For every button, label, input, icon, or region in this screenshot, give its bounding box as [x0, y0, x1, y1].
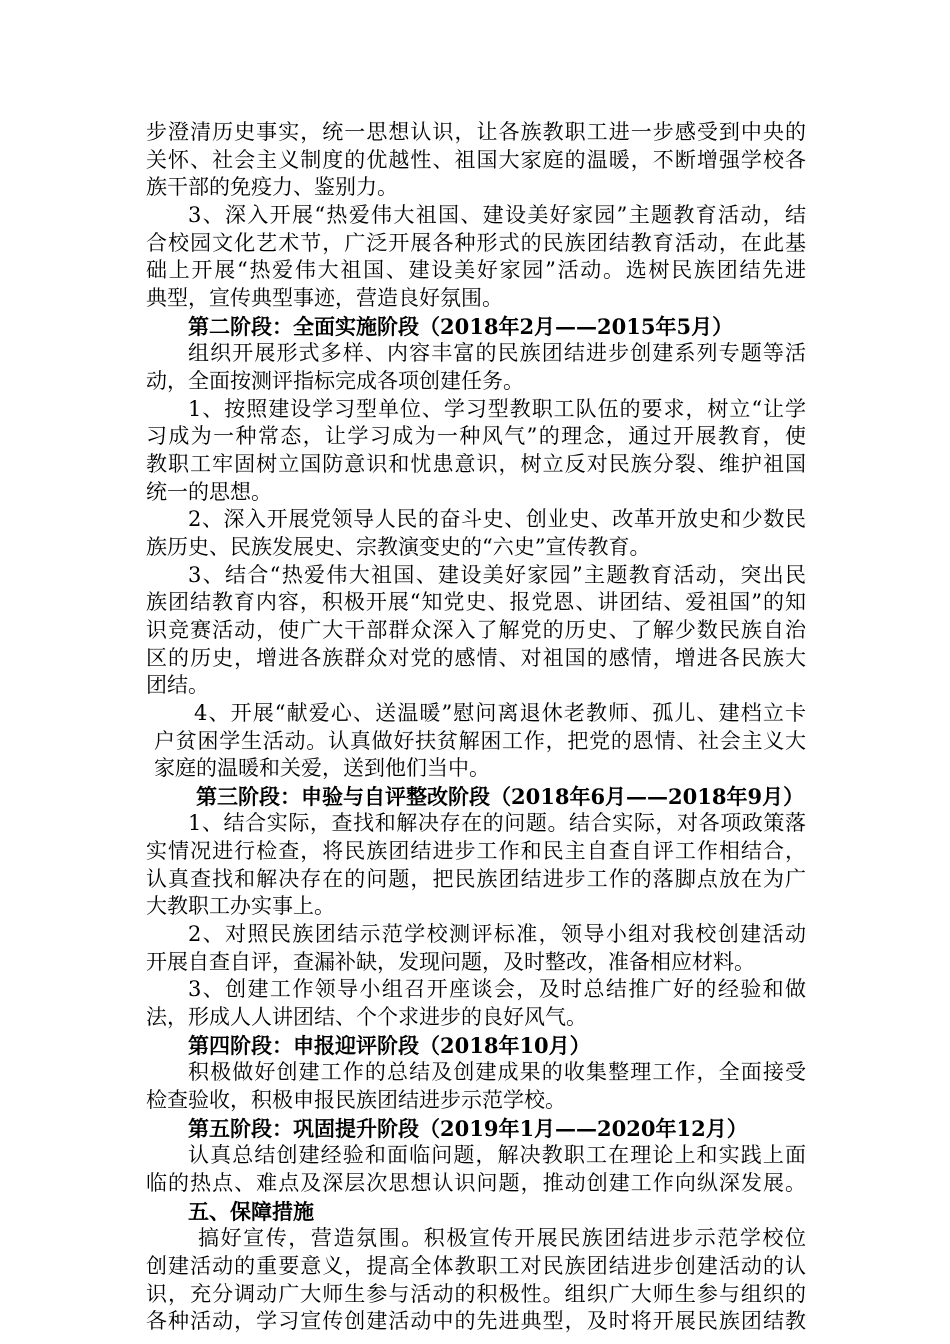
text-line: 区的历史，增进各族群众对党的感情、对祖国的感情，增进各民族大 [146, 646, 806, 670]
text-line: 关怀、社会主义制度的优越性、祖国大家庭的温暖，不断增强学校各 [146, 148, 806, 172]
text-line: 创建活动的重要意义，提高全体教职工对民族团结进步创建活动的认 [146, 1254, 806, 1278]
text-line: 动，全面按测评指标完成各项创建任务。 [146, 369, 524, 393]
text-line: 教职工牢固树立国防意识和忧患意识，树立反对民族分裂、维护祖国 [146, 452, 806, 476]
text-line: 识，充分调动广大师生参与活动的积极性。组织广大师生参与组织的 [146, 1282, 806, 1306]
text-line: 3、结合“热爱伟大祖国、建设美好家园”主题教育活动，突出民 [188, 563, 806, 587]
section-heading: 第四阶段：申报迎评阶段（2018年10月） [188, 1033, 591, 1058]
text-line: 大教职工办实事上。 [146, 894, 335, 918]
section-heading: 第五阶段：巩固提升阶段（2019年1月——2020年12月） [188, 1116, 748, 1141]
section-heading: 第二阶段：全面实施阶段（2018年2月——2015年5月） [188, 314, 734, 339]
text-line: 家庭的温暖和关爱，送到他们当中。 [154, 756, 490, 780]
text-line: 族历史、民族发展史、宗教演变史的“六史”宣传教育。 [146, 535, 651, 559]
text-line: 3、深入开展“热爱伟大祖国、建设美好家园”主题教育活动，结 [188, 203, 806, 227]
section-heading: 五、保障措施 [188, 1199, 314, 1224]
text-line: 临的热点、难点及深层次思想认识问题，推动创建工作向纵深发展。 [146, 1171, 806, 1195]
text-line: 4、开展“献爱心、送温暖”慰问离退休老教师、孤儿、建档立卡 [194, 701, 806, 725]
text-line: 础上开展“热爱伟大祖国、建设美好家园”活动。选树民族团结先进 [146, 258, 806, 282]
text-line: 认真查找和解决存在的问题，把民族团结进步工作的落脚点放在为广 [146, 867, 806, 891]
text-line: 积极做好创建工作的总结及创建成果的收集整理工作，全面接受 [188, 1060, 806, 1084]
text-line: 步澄清历史事实，统一思想认识，让各族教职工进一步感受到中央的 [146, 120, 806, 144]
text-line: 习成为一种常态，让学习成为一种风气”的理念，通过开展教育，使 [146, 424, 806, 448]
section-heading: 第三阶段：申验与自评整改阶段（2018年6月——2018年9月） [196, 784, 805, 809]
text-line: 族团结教育内容，积极开展“知党史、报党恩、讲团结、爱祖国”的知 [146, 590, 806, 614]
text-line: 统一的思想。 [146, 480, 272, 504]
text-line: 实情况进行检查，将民族团结进步工作和民主自查自评工作相结合， [146, 839, 806, 863]
text-line: 族干部的免疫力、鉴别力。 [146, 175, 398, 199]
text-line: 2、对照民族团结示范学校测评标准，领导小组对我校创建活动 [188, 922, 806, 946]
text-line: 1、按照建设学习型单位、学习型教职工队伍的要求，树立“让学 [188, 397, 806, 421]
text-line: 开展自查自评，查漏补缺，发现问题，及时整改，准备相应材料。 [146, 950, 755, 974]
text-line: 检查验收，积极申报民族团结进步示范学校。 [146, 1088, 566, 1112]
text-line: 各种活动，学习宣传创建活动中的先进典型，及时将开展民族团结教 [146, 1309, 806, 1333]
text-line: 2、深入开展党领导人民的奋斗史、创业史、改革开放史和少数民 [188, 507, 806, 531]
text-line: 1、结合实际，查找和解决存在的问题。结合实际，对各项政策落 [188, 811, 806, 835]
text-line: 组织开展形式多样、内容丰富的民族团结进步创建系列专题等活 [188, 341, 806, 365]
text-line: 认真总结创建经验和面临问题，解决教职工在理论上和实践上面 [188, 1143, 806, 1167]
text-line: 搞好宣传，营造氛围。积极宣传开展民族团结进步示范学校位 [198, 1226, 806, 1250]
text-line: 典型，宣传典型事迹，营造良好氛围。 [146, 286, 503, 310]
text-line: 户贫困学生活动。认真做好扶贫解困工作，把党的恩情、社会主义大 [154, 729, 806, 753]
text-line: 团结。 [146, 673, 209, 697]
text-line: 识竞赛活动，使广大干部群众深入了解党的历史、了解少数民族自治 [146, 618, 806, 642]
text-line: 3、创建工作领导小组召开座谈会，及时总结推广好的经验和做 [188, 977, 806, 1001]
text-line: 法，形成人人讲团结、个个求进步的良好风气。 [146, 1005, 587, 1029]
text-line: 合校园文化艺术节，广泛开展各种形式的民族团结教育活动，在此基 [146, 231, 806, 255]
